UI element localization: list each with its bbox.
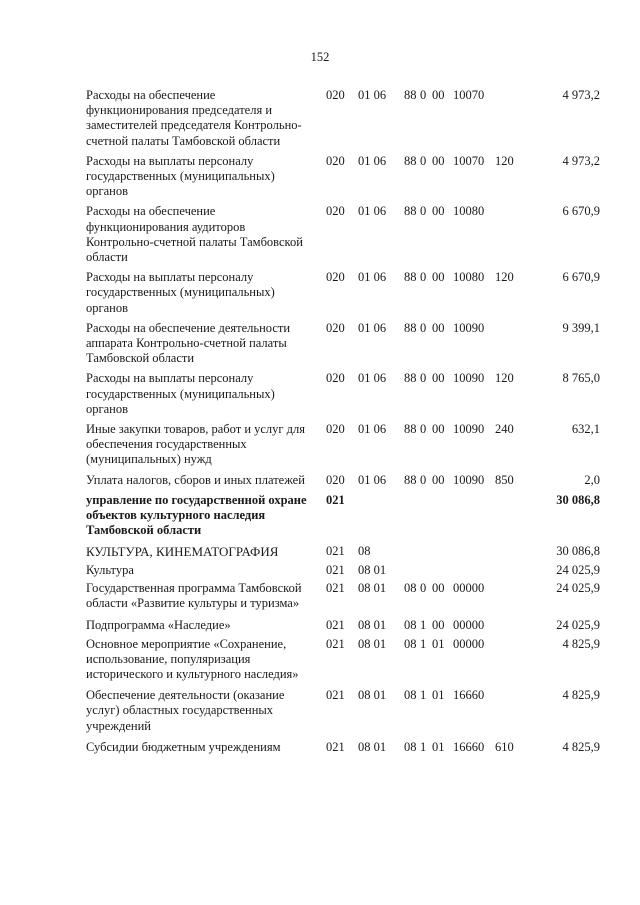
table-row xyxy=(86,563,600,578)
row-name: КУЛЬТУРА, КИНЕМАТОГРАФИЯ xyxy=(86,544,279,560)
row-name: Государственная программа Тамбовской области «Развитие культуры и туризма» xyxy=(86,580,302,611)
program-code-part: 00000 xyxy=(453,618,485,633)
program-code-part: 88 xyxy=(404,153,417,168)
table-row xyxy=(86,493,600,539)
program-code-part: 0 xyxy=(420,153,427,168)
section-code: 08 01 xyxy=(358,739,387,754)
program-code-part: 88 xyxy=(404,422,417,437)
program-code-part: 00 xyxy=(432,320,445,335)
program-code-part: 1 xyxy=(420,739,427,754)
amount: 2,0 xyxy=(584,472,600,487)
table-row xyxy=(86,270,600,316)
section-code: 01 06 xyxy=(358,371,387,386)
amount: 4 825,9 xyxy=(562,739,600,754)
program-code-part: 00 xyxy=(432,88,445,102)
program-code-part: 0 xyxy=(420,472,427,487)
admin-code: 021 xyxy=(326,636,345,651)
row-name: Расходы на обеспечение функционирования аудиторов Контрольно-счетной палаты Тамбовской области xyxy=(86,204,303,265)
row-name: Подпрограмма «Наследие» xyxy=(86,618,231,633)
row-name: Иные закупки товаров, работ и услуг для обеспечения государственных (муниципальных) нужд xyxy=(86,422,306,467)
program-code-part: 00000 xyxy=(453,580,485,595)
row-name: Расходы на обеспечение деятельности аппарата Контрольно-счетной палаты Тамбовской области xyxy=(86,320,291,366)
table-row xyxy=(86,422,600,468)
program-code-part: 00 xyxy=(432,204,445,219)
program-code-part: 00 xyxy=(432,580,445,595)
program-code-part: 01 xyxy=(432,739,445,754)
section-code: 01 06 xyxy=(358,204,387,219)
expense-type-code: 850 xyxy=(495,472,514,487)
program-code-part: 00 xyxy=(432,422,445,437)
table-row xyxy=(86,637,600,683)
program-code-part: 0 xyxy=(420,320,427,335)
program-code-part: 00 xyxy=(432,270,445,285)
program-code-part: 01 xyxy=(432,688,445,703)
table-row xyxy=(86,371,600,417)
program-code-part: 08 xyxy=(404,618,417,633)
section-code: 08 01 xyxy=(358,562,387,577)
admin-code: 021 xyxy=(326,562,345,577)
program-code-part: 00 xyxy=(432,153,445,168)
program-code-part: 10070 xyxy=(453,88,485,102)
row-name: Расходы на выплаты персоналу государственных (муниципальных) органов xyxy=(86,153,275,199)
program-code-part: 1 xyxy=(420,688,427,703)
row-name: Субсидии бюджетным учреждениям xyxy=(86,739,281,754)
program-code-part: 88 xyxy=(404,270,417,285)
section-code: 01 06 xyxy=(358,153,387,168)
section-code: 08 01 xyxy=(358,580,387,595)
program-code-part: 08 xyxy=(404,636,417,651)
expense-type-code: 120 xyxy=(495,270,514,285)
table-row xyxy=(86,544,600,559)
amount: 6 670,9 xyxy=(562,270,600,285)
admin-code: 021 xyxy=(326,492,345,507)
row-name: Обеспечение деятельности (оказание услуг) областных государственных учреждений xyxy=(86,688,285,733)
table-row xyxy=(86,204,600,265)
section-code: 08 01 xyxy=(358,688,387,703)
section-code: 01 06 xyxy=(358,88,387,102)
admin-code: 021 xyxy=(326,580,345,595)
program-code-part: 00 xyxy=(432,371,445,386)
amount: 4 973,2 xyxy=(562,88,600,102)
admin-code: 020 xyxy=(326,320,345,335)
program-code-part: 01 xyxy=(432,636,445,651)
table-row xyxy=(86,473,600,488)
admin-code: 021 xyxy=(326,618,345,633)
expense-type-code: 610 xyxy=(495,739,514,754)
program-code-part: 0 xyxy=(420,371,427,386)
section-code: 01 06 xyxy=(358,270,387,285)
program-code-part: 10090 xyxy=(453,320,485,335)
admin-code: 020 xyxy=(326,371,345,386)
program-code-part: 0 xyxy=(420,270,427,285)
admin-code: 020 xyxy=(326,204,345,219)
program-code-part: 00000 xyxy=(453,636,485,651)
program-code-part: 00 xyxy=(432,472,445,487)
table-row xyxy=(86,688,600,734)
admin-code: 021 xyxy=(326,688,345,703)
section-code: 01 06 xyxy=(358,422,387,437)
amount: 8 765,0 xyxy=(562,371,600,386)
program-code-part: 08 xyxy=(404,739,417,754)
section-code: 08 xyxy=(358,544,371,559)
program-code-part: 10090 xyxy=(453,472,485,487)
row-name: Расходы на выплаты персоналу государственных (муниципальных) органов xyxy=(86,270,275,315)
amount: 4 825,9 xyxy=(562,636,600,651)
row-name: Расходы на обеспечение функционирования председателя и заместителей председателя Контрольно-счетной палаты Тамбовской области xyxy=(86,88,302,148)
amount: 30 086,8 xyxy=(556,544,600,559)
program-code-part: 0 xyxy=(420,204,427,219)
program-code-part: 00 xyxy=(432,618,445,633)
section-code: 08 01 xyxy=(358,636,387,651)
row-name: Культура xyxy=(86,562,134,577)
amount: 9 399,1 xyxy=(562,320,600,335)
program-code-part: 10080 xyxy=(453,270,485,285)
table-row xyxy=(86,581,600,611)
program-code-part: 0 xyxy=(420,88,427,102)
amount: 24 025,9 xyxy=(556,618,600,633)
admin-code: 020 xyxy=(326,270,345,285)
section-code: 08 01 xyxy=(358,618,387,633)
row-name: управление по государственной охране объектов культурного наследия Тамбовской области xyxy=(86,492,307,538)
amount: 4 825,9 xyxy=(562,688,600,703)
expense-type-code: 120 xyxy=(495,371,514,386)
program-code-part: 08 xyxy=(404,580,417,595)
program-code-part: 10090 xyxy=(453,422,485,437)
program-code-part: 10090 xyxy=(453,371,485,386)
amount: 30 086,8 xyxy=(556,492,600,507)
admin-code: 020 xyxy=(326,88,345,102)
amount: 4 973,2 xyxy=(562,153,600,168)
admin-code: 020 xyxy=(326,472,345,487)
expense-type-code: 120 xyxy=(495,153,514,168)
program-code-part: 88 xyxy=(404,472,417,487)
program-code-part: 10080 xyxy=(453,204,485,219)
table-row xyxy=(86,740,600,755)
admin-code: 021 xyxy=(326,544,345,559)
admin-code: 021 xyxy=(326,739,345,754)
table-row xyxy=(86,154,600,200)
amount: 632,1 xyxy=(571,422,600,437)
program-code-part: 0 xyxy=(420,422,427,437)
program-code-part: 1 xyxy=(420,636,427,651)
row-name: Расходы на выплаты персоналу государственных (муниципальных) органов xyxy=(86,371,275,416)
expense-type-code: 240 xyxy=(495,422,514,437)
table-row xyxy=(86,618,600,633)
program-code-part: 1 xyxy=(420,618,427,633)
admin-code: 020 xyxy=(326,422,345,437)
table-row xyxy=(86,88,600,149)
budget-table xyxy=(86,88,600,755)
program-code-part: 88 xyxy=(404,320,417,335)
amount: 24 025,9 xyxy=(556,562,600,577)
program-code-part: 88 xyxy=(404,371,417,386)
table-row xyxy=(86,321,600,367)
row-name: Уплата налогов, сборов и иных платежей xyxy=(86,472,305,487)
program-code-part: 88 xyxy=(404,88,417,102)
program-code-part: 10070 xyxy=(453,153,485,168)
program-code-part: 0 xyxy=(420,580,427,595)
program-code-part: 88 xyxy=(404,204,417,219)
section-code: 01 06 xyxy=(358,320,387,335)
page-number: 152 xyxy=(310,50,330,64)
program-code-part: 16660 xyxy=(453,688,485,703)
program-code-part: 16660 xyxy=(453,739,485,754)
amount: 24 025,9 xyxy=(556,580,600,595)
section-code: 01 06 xyxy=(358,472,387,487)
amount: 6 670,9 xyxy=(562,204,600,219)
admin-code: 020 xyxy=(326,153,345,168)
row-name: Основное мероприятие «Сохранение, использование, популяризация исторического и культурного наследия» xyxy=(86,636,299,681)
program-code-part: 08 xyxy=(404,688,417,703)
